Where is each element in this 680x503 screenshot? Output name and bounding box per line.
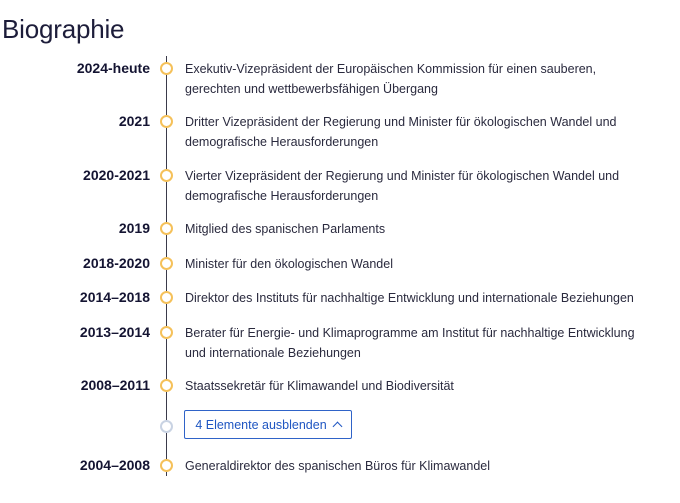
timeline-dot (160, 169, 173, 182)
timeline-year: 2014–2018 (79, 289, 150, 305)
chevron-up-icon (332, 421, 342, 431)
timeline-year: 2019 (118, 220, 150, 236)
timeline-dot (160, 222, 173, 235)
timeline-description: Direktor des Instituts für nachhaltige Entwicklung und internationale Beziehungen (185, 291, 634, 305)
timeline-dot (160, 257, 173, 270)
timeline-dot-collapse (160, 420, 173, 433)
timeline-description: Berater für Energie- und Klimaprogramme am Institut für nachhaltige Entwicklung und internationale Beziehungen (185, 326, 635, 360)
timeline-year: 2021 (118, 113, 150, 129)
timeline-description: Dritter Vizepräsident der Regierung und Minister für ökologischen Wandel und demografische Herausforderungen (185, 115, 617, 149)
timeline-dot (160, 379, 173, 392)
collapse-items-label: 4 Elemente ausblenden (195, 417, 327, 432)
timeline-description: Minister für den ökologischen Wandel (185, 257, 393, 271)
timeline-dot (160, 291, 173, 304)
timeline-dot (160, 326, 173, 339)
timeline-description: Vierter Vizepräsident der Regierung und Minister für ökologischen Wandel und demografische Herausforderungen (185, 169, 620, 203)
collapse-items-button[interactable] (184, 410, 352, 439)
timeline-year: 2004–2008 (79, 457, 150, 473)
timeline-dot (160, 459, 173, 472)
timeline-year: 2008–2011 (80, 377, 150, 393)
timeline-year: 2018-2020 (83, 255, 150, 271)
timeline-dot (160, 115, 173, 128)
timeline-year: 2013–2014 (79, 324, 150, 340)
timeline-dot (160, 62, 173, 75)
timeline-description: Mitglied des spanischen Parlaments (185, 222, 386, 236)
timeline-year: 2020-2021 (83, 167, 150, 183)
timeline-year: 2024-heute (76, 60, 150, 76)
timeline-description: Generaldirektor des spanischen Büros für Klimawandel (185, 459, 491, 473)
page-title: Biographie (2, 14, 125, 44)
timeline-description: Exekutiv-Vizepräsident der Europäischen Kommission für einen sauberen, gerechten und wettbewerbsfähigen Übergang (185, 62, 597, 96)
timeline-description: Staatssekretär für Klimawandel und Biodiversität (185, 379, 454, 393)
